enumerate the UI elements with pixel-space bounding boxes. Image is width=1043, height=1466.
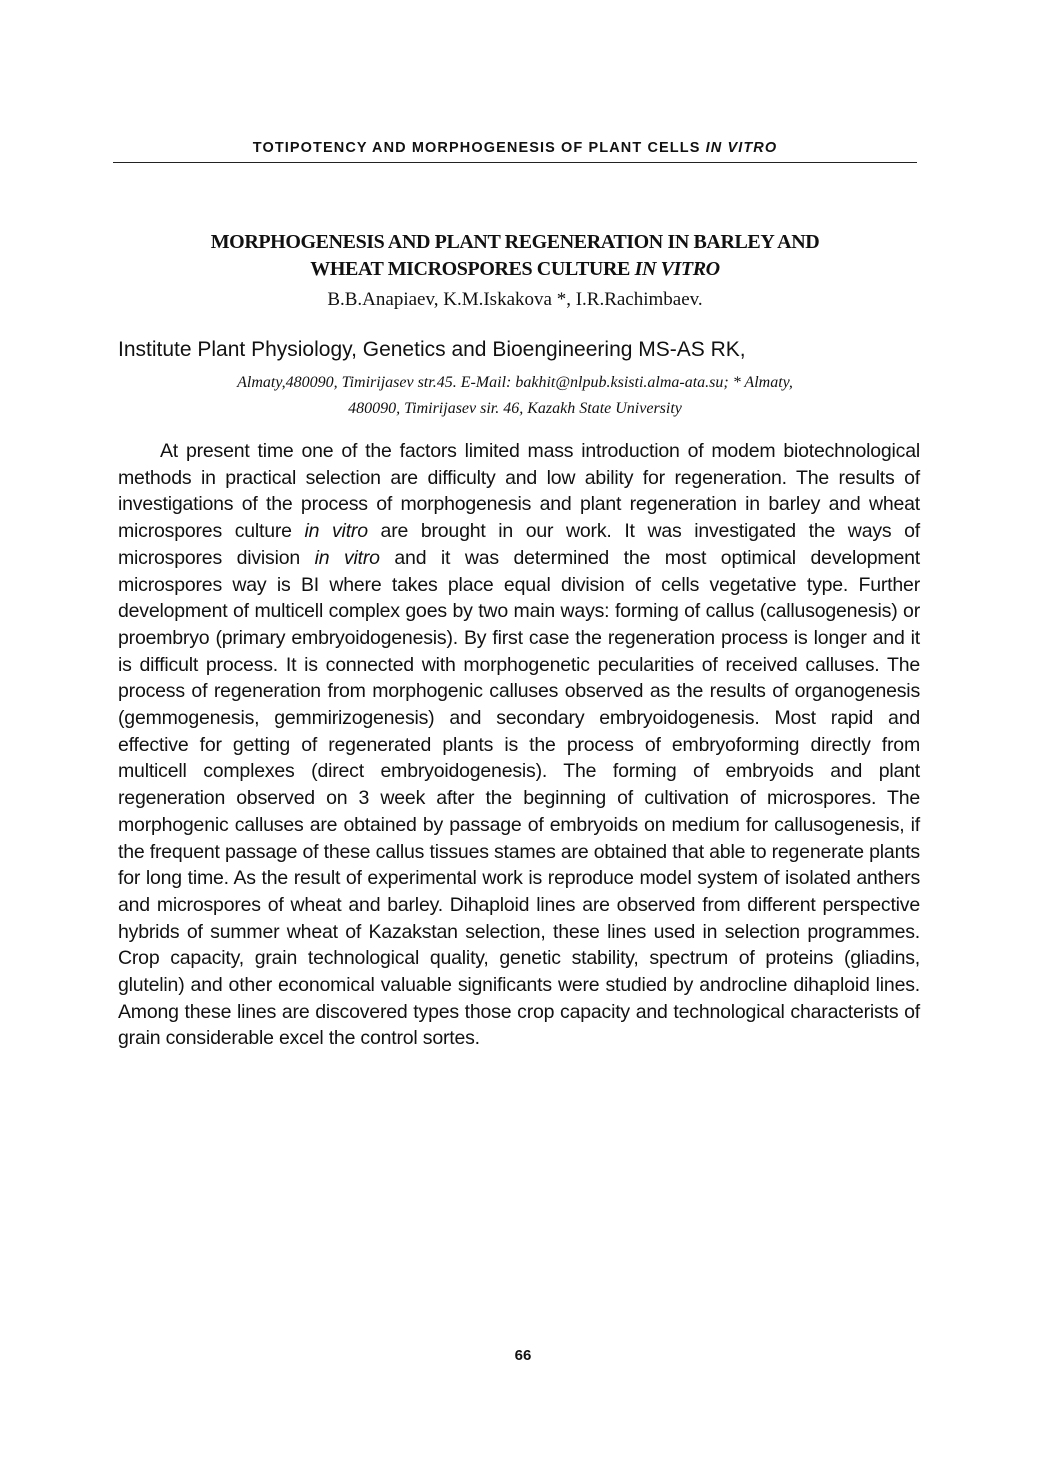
title-line-2-text: WHEAT MICROSPORES CULTURE <box>310 258 630 280</box>
abstract <box>118 438 920 1052</box>
address-line-1: Almaty,480090, Timirijasev str.45. E-Mail: bakhit@nlpub.ksisti.alma-ata.su; * Almaty, <box>237 374 793 391</box>
address-line-2: 480090, Timirijasev sir. 46, Kazakh State University <box>348 400 682 417</box>
paper-title <box>113 229 917 283</box>
header-rule <box>113 162 917 163</box>
title-line-2 <box>113 256 917 283</box>
institute: Institute Plant Physiology, Genetics and Bioengineering MS-AS RK, <box>118 338 746 361</box>
running-header-text: TOTIPOTENCY AND MORPHOGENESIS OF PLANT CELLS <box>252 140 701 156</box>
page-number: 66 <box>514 1347 532 1364</box>
running-header-italic: IN VITRO <box>705 140 778 156</box>
title-line-2-italic: IN VITRO <box>634 258 720 280</box>
abstract-part-2: are brought in our work. It was investigated the ways of microspores division <box>118 520 920 569</box>
title-line-1: MORPHOGENESIS AND PLANT REGENERATION IN BARLEY AND <box>210 231 820 253</box>
address <box>113 370 917 422</box>
abstract-part-3: and it was determined the most optimical development microspores way is BI where takes place equal division of cells vegetative type. Further development of multicell complex goes by two main ways: forming of callus (callusogenesis) or proembryo (primary embryoidogenesis). By first case the regeneration process is longer and it is difficult process. It is connected with morphogenetic pecularities of received calluses. The process of regeneration from morphogenic calluses observed as the results of organogenesis (gemmogenesis, gemmirizogenesis) and secondary embryoidogenesis. Most rapid and effective for getting of regenerated plants is the process of embryoforming directly from multicell complexes (direct embryoidogenesis). The forming of embryoids and plant regeneration observed on 3 week after the beginning of cultivation of microspores. The morphogenic calluses are obtained by passage of embryoids on medium for callusogenesis, if the frequent passage of these callus tissues stames are obtained that able to regenerate plants for long time. As the result of experimental work is reproduce model system of isolated anthers and microspores of wheat and barley. Dihaploid lines are observed from different perspective hybrids of summer wheat of Kazakstan selection, these lines used in selection programmes. Crop capacity, grain technological quality, genetic stability, spectrum of proteins (gliadins, glutelin) and other economical valuable significants were studied by androcline dihaploid lines. Among these lines are discovered types those crop capacity and technological characterists of grain considerable excel the control sortes. <box>118 546 920 1050</box>
abstract-part-1: At present time one of the factors limited mass introduction of modem biotechnological methods in practical selection are difficulty and low ability for regeneration. The results of investigations of the process of morphogenesis and plant regeneration in barley and wheat microspores culture <box>118 440 920 543</box>
running-header <box>113 140 917 156</box>
abstract-italic-2: in vitro <box>314 546 380 569</box>
abstract-italic-1: in vitro <box>304 520 368 543</box>
authors: B.B.Anapiaev, K.M.Iskakova *, I.R.Rachimbaev. <box>327 289 703 310</box>
